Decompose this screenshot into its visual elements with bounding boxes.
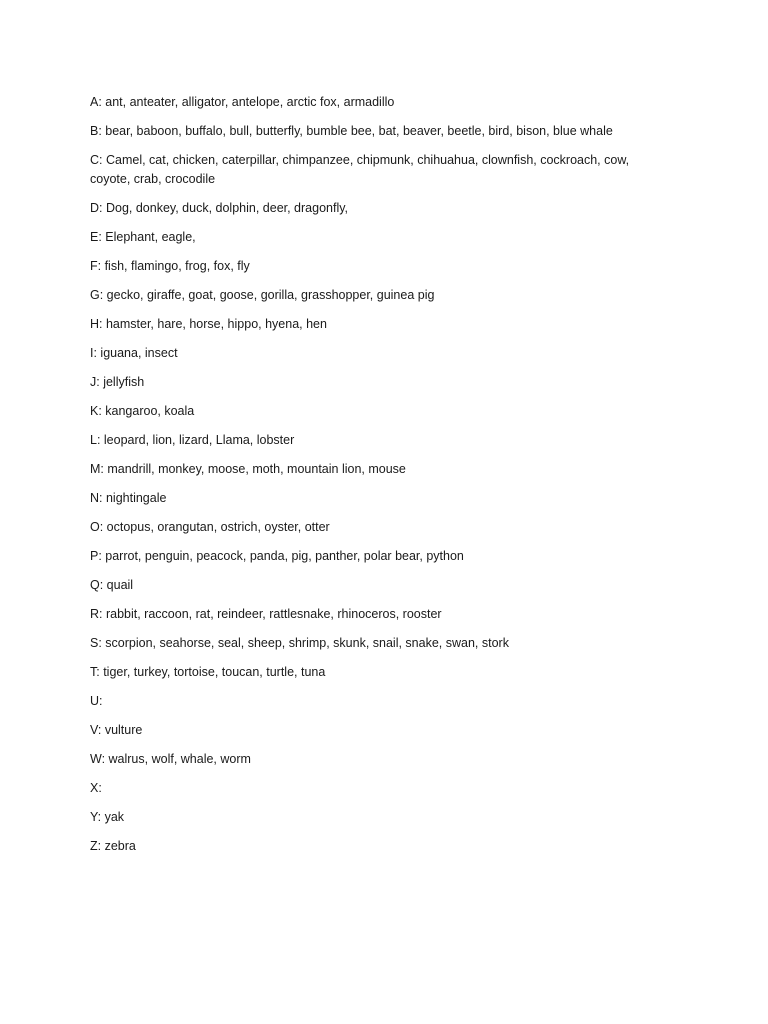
line-r: R: rabbit, raccoon, rat, reindeer, rattlesnake, rhinoceros, rooster: [90, 607, 442, 621]
line-k: K: kangaroo, koala: [90, 404, 195, 418]
line-q: Q: quail: [90, 578, 134, 592]
line-p: P: parrot, penguin, peacock, panda, pig, panther, polar bear, python: [90, 549, 464, 563]
line-c: C: Camel, cat, chicken, caterpillar, chimpanzee, chipmunk, chihuahua, clownfish, cockroach, cow, coyote, crab, crocodile: [90, 153, 630, 186]
line-u: U:: [90, 694, 103, 708]
line-m: M: mandrill, monkey, moose, moth, mountain lion, mouse: [90, 462, 406, 476]
line-n: N: nightingale: [90, 491, 167, 505]
line-f: F: fish, flamingo, frog, fox, fly: [90, 259, 250, 273]
line-o: O: octopus, orangutan, ostrich, oyster, otter: [90, 520, 330, 534]
line-i: I: iguana, insect: [90, 346, 178, 360]
document-body: [90, 93, 650, 866]
line-d: D: Dog, donkey, duck, dolphin, deer, dragonfly,: [90, 201, 349, 215]
line-z: Z: zebra: [90, 839, 136, 853]
line-a: A: ant, anteater, alligator, antelope, arctic fox, armadillo: [90, 95, 395, 109]
line-s: S: scorpion, seahorse, seal, sheep, shrimp, skunk, snail, snake, swan, stork: [90, 636, 509, 650]
line-l: L: leopard, lion, lizard, Llama, lobster: [90, 433, 295, 447]
line-x: X:: [90, 781, 102, 795]
line-b: B: bear, baboon, buffalo, bull, butterfly, bumble bee, bat, beaver, beetle, bird, bison, blue whale: [90, 124, 613, 138]
line-h: H: hamster, hare, horse, hippo, hyena, hen: [90, 317, 327, 331]
line-j: J: jellyfish: [90, 375, 145, 389]
line-v: V: vulture: [90, 723, 143, 737]
line-e: E: Elephant, eagle,: [90, 230, 196, 244]
line-y: Y: yak: [90, 810, 125, 824]
line-g: G: gecko, giraffe, goat, goose, gorilla, grasshopper, guinea pig: [90, 288, 435, 302]
line-t: T: tiger, turkey, tortoise, toucan, turtle, tuna: [90, 665, 326, 679]
line-w: W: walrus, wolf, whale, worm: [90, 752, 251, 766]
